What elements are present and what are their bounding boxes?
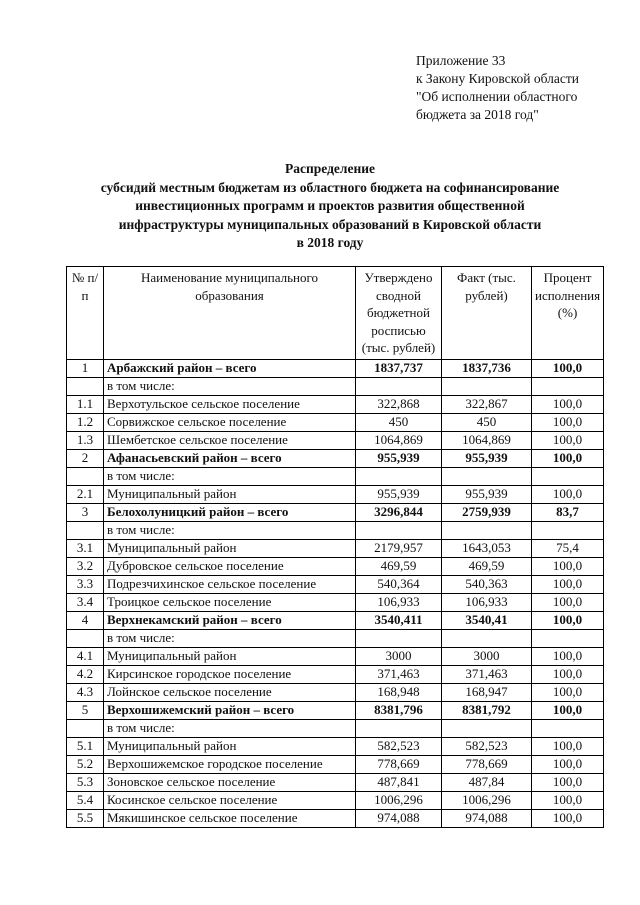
row-approved: 955,939 [356, 485, 442, 503]
table-row [67, 755, 604, 773]
table-row [67, 791, 604, 809]
row-approved: 1006,296 [356, 791, 442, 809]
row-approved: 778,669 [356, 755, 442, 773]
table-row [67, 647, 604, 665]
row-percent: 100,0 [532, 593, 604, 611]
row-fact: 974,088 [442, 809, 532, 827]
row-fact: 371,463 [442, 665, 532, 683]
row-percent: 100,0 [532, 701, 604, 719]
row-fact: 450 [442, 413, 532, 431]
document-title [60, 160, 600, 253]
row-fact: 582,523 [442, 737, 532, 755]
row-fact: 955,939 [442, 449, 532, 467]
row-number: 3.4 [67, 593, 104, 611]
row-fact: 1643,053 [442, 539, 532, 557]
row-name: в том числе: [104, 629, 356, 647]
row-approved: 955,939 [356, 449, 442, 467]
row-number: 4 [67, 611, 104, 629]
row-approved: 1837,737 [356, 359, 442, 377]
table-row [67, 539, 604, 557]
row-number: 1.2 [67, 413, 104, 431]
table-row [67, 773, 604, 791]
row-name: в том числе: [104, 521, 356, 539]
table-row [67, 467, 604, 485]
row-fact: 322,867 [442, 395, 532, 413]
row-name: Муниципальный район [104, 539, 356, 557]
row-percent: 100,0 [532, 737, 604, 755]
row-percent: 100,0 [532, 431, 604, 449]
table-row [67, 395, 604, 413]
table-row [67, 809, 604, 827]
row-fact [442, 719, 532, 737]
row-fact: 955,939 [442, 485, 532, 503]
row-approved: 322,868 [356, 395, 442, 413]
row-fact: 540,363 [442, 575, 532, 593]
row-approved: 1064,869 [356, 431, 442, 449]
row-name: в том числе: [104, 467, 356, 485]
row-name: в том числе: [104, 719, 356, 737]
row-name: Верхошижемское городское поселение [104, 755, 356, 773]
row-fact: 778,669 [442, 755, 532, 773]
row-percent: 100,0 [532, 413, 604, 431]
table-row [67, 719, 604, 737]
row-number: 4.2 [67, 665, 104, 683]
row-approved: 2179,957 [356, 539, 442, 557]
row-percent: 100,0 [532, 809, 604, 827]
row-name: Муниципальный район [104, 485, 356, 503]
row-approved [356, 377, 442, 395]
table-row [67, 377, 604, 395]
row-approved: 450 [356, 413, 442, 431]
row-number: 2 [67, 449, 104, 467]
row-percent: 100,0 [532, 791, 604, 809]
table-row [67, 521, 604, 539]
row-percent: 100,0 [532, 359, 604, 377]
row-number [67, 521, 104, 539]
row-fact: 487,84 [442, 773, 532, 791]
row-number [67, 467, 104, 485]
row-name: Белохолуницкий район – всего [104, 503, 356, 521]
row-fact [442, 467, 532, 485]
row-number: 1.1 [67, 395, 104, 413]
row-number: 2.1 [67, 485, 104, 503]
row-fact: 469,59 [442, 557, 532, 575]
table-row [67, 611, 604, 629]
appendix-note [416, 52, 579, 124]
row-name: Шембетское сельское поселение [104, 431, 356, 449]
row-approved: 3296,844 [356, 503, 442, 521]
row-fact: 3000 [442, 647, 532, 665]
row-number: 5.2 [67, 755, 104, 773]
header-name: Наименование муниципального образования [104, 267, 356, 360]
row-name: Косинское сельское поселение [104, 791, 356, 809]
row-percent: 100,0 [532, 449, 604, 467]
row-fact: 106,933 [442, 593, 532, 611]
table-row [67, 485, 604, 503]
row-fact: 1006,296 [442, 791, 532, 809]
row-percent: 83,7 [532, 503, 604, 521]
header-no: № п/п [67, 267, 104, 360]
row-number: 4.3 [67, 683, 104, 701]
row-name: Верхошижемский район – всего [104, 701, 356, 719]
row-name: Дубровское сельское поселение [104, 557, 356, 575]
row-percent: 100,0 [532, 575, 604, 593]
appendix-line: Приложение 33 [416, 53, 506, 68]
row-percent [532, 719, 604, 737]
row-approved [356, 521, 442, 539]
row-number: 1 [67, 359, 104, 377]
appendix-line: к Закону Кировской области [416, 71, 580, 86]
row-percent: 100,0 [532, 755, 604, 773]
row-number: 3 [67, 503, 104, 521]
subsidy-table [66, 266, 604, 828]
row-fact [442, 629, 532, 647]
row-fact: 1837,736 [442, 359, 532, 377]
row-number: 4.1 [67, 647, 104, 665]
row-number: 3.3 [67, 575, 104, 593]
row-percent: 100,0 [532, 557, 604, 575]
title-line: в 2018 году [296, 235, 364, 250]
header-fact: Факт (тыс. рублей) [442, 267, 532, 360]
row-name: Кирсинское городское поселение [104, 665, 356, 683]
row-name: Мякишинское сельское поселение [104, 809, 356, 827]
row-percent: 100,0 [532, 665, 604, 683]
row-name: Лойнское сельское поселение [104, 683, 356, 701]
row-name: Зоновское сельское поселение [104, 773, 356, 791]
table-row [67, 575, 604, 593]
row-fact: 1064,869 [442, 431, 532, 449]
table-row [67, 593, 604, 611]
row-approved: 540,364 [356, 575, 442, 593]
row-number: 3.1 [67, 539, 104, 557]
row-name: Муниципальный район [104, 737, 356, 755]
row-percent: 100,0 [532, 395, 604, 413]
row-name: Верхнекамский район – всего [104, 611, 356, 629]
row-name: в том числе: [104, 377, 356, 395]
row-approved: 371,463 [356, 665, 442, 683]
row-approved: 3000 [356, 647, 442, 665]
row-number: 5.1 [67, 737, 104, 755]
title-line: инфраструктуры муниципальных образований в Кировской области [118, 216, 542, 232]
table-row [67, 503, 604, 521]
row-percent: 100,0 [532, 647, 604, 665]
row-fact [442, 377, 532, 395]
table-body [67, 359, 604, 827]
table-row [67, 665, 604, 683]
row-fact [442, 521, 532, 539]
row-approved [356, 629, 442, 647]
row-number: 5.5 [67, 809, 104, 827]
row-percent: 100,0 [532, 485, 604, 503]
row-fact: 8381,792 [442, 701, 532, 719]
row-fact: 168,947 [442, 683, 532, 701]
header-percent: Процент исполнения (%) [532, 267, 604, 360]
title-line: субсидий местным бюджетам из областного бюджета на софинансирование [100, 179, 560, 195]
row-number: 3.2 [67, 557, 104, 575]
table-row [67, 359, 604, 377]
row-name: Муниципальный район [104, 647, 356, 665]
table-row [67, 449, 604, 467]
row-name: Троицкое сельское поселение [104, 593, 356, 611]
row-percent [532, 629, 604, 647]
row-approved: 469,59 [356, 557, 442, 575]
row-percent [532, 521, 604, 539]
appendix-line: бюджета за 2018 год" [416, 107, 539, 122]
row-number: 5.4 [67, 791, 104, 809]
row-approved: 106,933 [356, 593, 442, 611]
row-name: Подрезчихинское сельское поселение [104, 575, 356, 593]
row-fact: 2759,939 [442, 503, 532, 521]
row-approved: 487,841 [356, 773, 442, 791]
row-approved: 8381,796 [356, 701, 442, 719]
row-number [67, 377, 104, 395]
row-approved: 168,948 [356, 683, 442, 701]
row-percent [532, 377, 604, 395]
title-line: Распределение [284, 161, 376, 176]
row-number [67, 719, 104, 737]
row-name: Арбажский район – всего [104, 359, 356, 377]
row-approved [356, 719, 442, 737]
table-row [67, 431, 604, 449]
table-row [67, 413, 604, 431]
row-approved: 582,523 [356, 737, 442, 755]
row-approved: 3540,411 [356, 611, 442, 629]
table-row [67, 701, 604, 719]
title-line: инвестиционных программ и проектов развития общественной [135, 198, 525, 213]
row-percent: 100,0 [532, 611, 604, 629]
row-approved: 974,088 [356, 809, 442, 827]
appendix-line: "Об исполнении областного [416, 89, 578, 104]
row-approved [356, 467, 442, 485]
row-percent: 100,0 [532, 683, 604, 701]
row-percent [532, 467, 604, 485]
table-row [67, 557, 604, 575]
row-name: Афанасьевский район – всего [104, 449, 356, 467]
table-row [67, 683, 604, 701]
row-number: 5.3 [67, 773, 104, 791]
row-number: 5 [67, 701, 104, 719]
table-row [67, 737, 604, 755]
row-percent: 100,0 [532, 773, 604, 791]
row-fact: 3540,41 [442, 611, 532, 629]
row-number [67, 629, 104, 647]
row-percent: 75,4 [532, 539, 604, 557]
table-header-row [67, 267, 604, 360]
table-row [67, 629, 604, 647]
row-name: Верхотульское сельское поселение [104, 395, 356, 413]
header-approved: Утверждено сводной бюджетной росписью (тыс. рублей) [356, 267, 442, 360]
row-name: Сорвижское сельское поселение [104, 413, 356, 431]
row-number: 1.3 [67, 431, 104, 449]
